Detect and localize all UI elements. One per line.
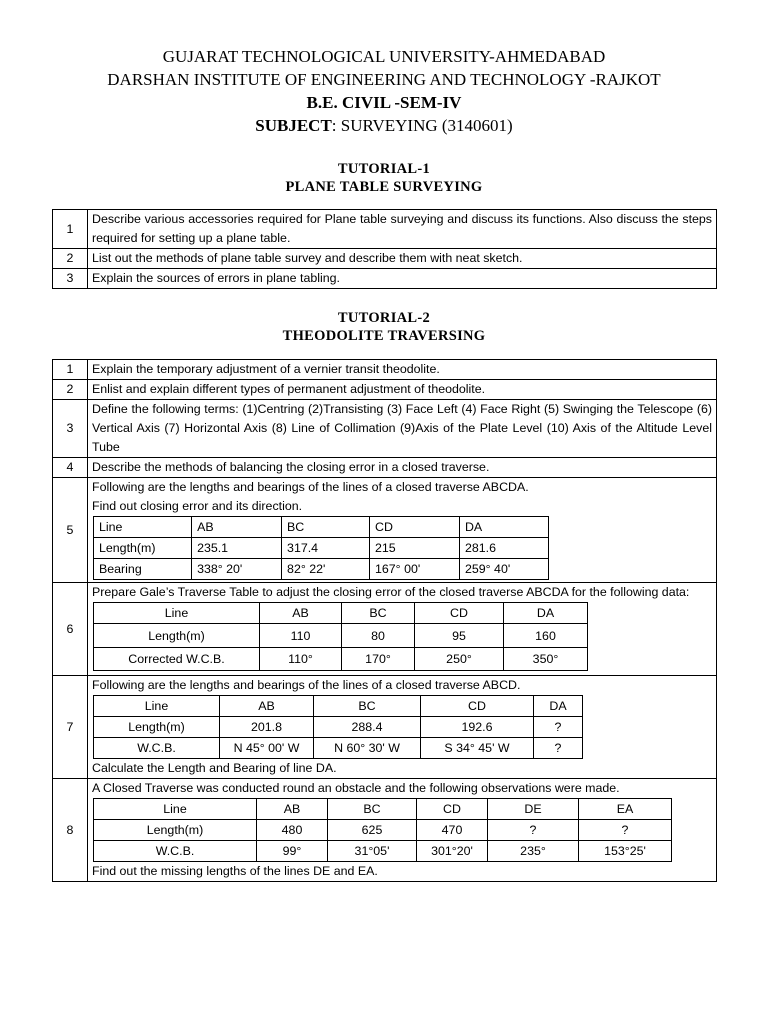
data-row <box>94 717 583 738</box>
table-row <box>53 779 717 882</box>
question-body <box>88 676 717 779</box>
data-cell: 235° <box>488 841 579 862</box>
question-number: 3 <box>53 400 88 458</box>
tutorial1-title: TUTORIAL-1 <box>337 161 431 177</box>
traverse-data-table <box>93 798 672 862</box>
data-row <box>94 648 588 671</box>
data-cell: 110 <box>260 624 342 648</box>
tutorial2-question-table <box>52 359 717 882</box>
data-row <box>94 538 549 559</box>
data-cell: N 60° 30' W <box>314 738 421 759</box>
data-cell: 317.4 <box>282 538 370 559</box>
data-cell: DA <box>534 696 583 717</box>
data-cell: 259° 40' <box>459 559 548 580</box>
data-row <box>94 799 672 820</box>
data-cell: 288.4 <box>314 717 421 738</box>
data-cell: 480 <box>257 820 328 841</box>
question-text: Calculate the Length and Bearing of line DA. <box>92 761 337 775</box>
data-cell: CD <box>421 696 534 717</box>
question-number: 1 <box>53 360 88 380</box>
data-row <box>94 820 672 841</box>
data-cell: Length(m) <box>94 624 260 648</box>
data-cell: BC <box>282 517 370 538</box>
data-cell: 470 <box>417 820 488 841</box>
data-cell: Line <box>94 603 260 624</box>
data-row <box>94 559 549 580</box>
data-cell: AB <box>192 517 282 538</box>
data-row <box>94 603 588 624</box>
data-cell: CD <box>417 799 488 820</box>
data-row <box>94 517 549 538</box>
question-text: Following are the lengths and bearings of the lines of a closed traverse ABCDA. <box>92 480 529 494</box>
table-row <box>53 210 717 249</box>
data-cell: Length(m) <box>94 717 220 738</box>
data-cell: Length(m) <box>94 538 192 559</box>
question-number: 5 <box>53 478 88 583</box>
question-text: Find out closing error and its direction. <box>92 499 303 513</box>
table-row <box>53 360 717 380</box>
data-cell: ? <box>579 820 672 841</box>
data-cell: 167° 00' <box>370 559 460 580</box>
subject-line <box>0 115 768 137</box>
data-cell: BC <box>328 799 417 820</box>
subject-label: SUBJECT <box>255 116 332 135</box>
data-cell: 201.8 <box>220 717 314 738</box>
data-cell: BC <box>342 603 415 624</box>
data-cell: 625 <box>328 820 417 841</box>
data-cell: 250° <box>415 648 504 671</box>
data-cell: 301°20' <box>417 841 488 862</box>
data-cell: DE <box>488 799 579 820</box>
data-cell: AB <box>220 696 314 717</box>
university-name: GUJARAT TECHNOLOGICAL UNIVERSITY-AHMEDABAD <box>162 47 606 66</box>
data-cell: Line <box>94 799 257 820</box>
data-cell: 338° 20' <box>192 559 282 580</box>
data-cell: 350° <box>504 648 588 671</box>
data-cell: ? <box>534 717 583 738</box>
table-row <box>53 583 717 676</box>
data-row <box>94 696 583 717</box>
tutorial2-title: TUTORIAL-2 <box>337 310 431 326</box>
data-cell: 99° <box>257 841 328 862</box>
data-cell: DA <box>504 603 588 624</box>
data-cell: Corrected W.C.B. <box>94 648 260 671</box>
question-text: Explain the temporary adjustment of a vernier transit theodolite. <box>88 360 717 380</box>
institute-name: DARSHAN INSTITUTE OF ENGINEERING AND TECHNOLOGY -RAJKOT <box>107 70 661 89</box>
table-row <box>53 676 717 779</box>
subject-value: : SURVEYING (3140601) <box>331 116 513 135</box>
question-text: Find out the missing lengths of the lines DE and EA. <box>92 864 378 878</box>
table-row <box>53 380 717 400</box>
data-cell: 235.1 <box>192 538 282 559</box>
data-cell: 160 <box>504 624 588 648</box>
data-cell: 153°25' <box>579 841 672 862</box>
question-text: Describe the methods of balancing the closing error in a closed traverse. <box>88 458 717 478</box>
data-row <box>94 738 583 759</box>
question-number: 2 <box>53 249 88 269</box>
data-cell: AB <box>260 603 342 624</box>
tutorial2-subtitle: THEODOLITE TRAVERSING <box>282 328 486 344</box>
data-cell: AB <box>257 799 328 820</box>
data-cell: ? <box>534 738 583 759</box>
question-number: 8 <box>53 779 88 882</box>
question-text: List out the methods of plane table survey and describe them with neat sketch. <box>88 249 717 269</box>
data-cell: N 45° 00' W <box>220 738 314 759</box>
table-row <box>53 458 717 478</box>
data-cell: 82° 22' <box>282 559 370 580</box>
data-cell: 192.6 <box>421 717 534 738</box>
tutorial1-subtitle: PLANE TABLE SURVEYING <box>285 179 483 195</box>
question-text: Describe various accessories required for Plane table surveying and discuss its functions. Also discuss the steps required for setting up a plane table. <box>88 210 717 249</box>
data-cell: Bearing <box>94 559 192 580</box>
table-row <box>53 269 717 289</box>
data-cell: 215 <box>370 538 460 559</box>
question-number: 2 <box>53 380 88 400</box>
question-number: 4 <box>53 458 88 478</box>
data-row <box>94 841 672 862</box>
traverse-data-table <box>93 695 583 759</box>
question-text: Enlist and explain different types of permanent adjustment of theodolite. <box>88 380 717 400</box>
question-text: Explain the sources of errors in plane tabling. <box>88 269 717 289</box>
data-cell: Line <box>94 517 192 538</box>
data-cell: ? <box>488 820 579 841</box>
table-row <box>53 249 717 269</box>
traverse-data-table <box>93 602 588 671</box>
table-row <box>53 400 717 458</box>
course-title: B.E. CIVIL -SEM-IV <box>306 93 462 112</box>
data-cell: W.C.B. <box>94 738 220 759</box>
question-number: 6 <box>53 583 88 676</box>
question-number: 1 <box>53 210 88 249</box>
question-text: A Closed Traverse was conducted round an obstacle and the following observations were made. <box>92 781 620 795</box>
question-text: Define the following terms: (1)Centring (2)Transisting (3) Face Left (4) Face Right (5) Swinging the Telescope (6) Vertical Axis (7) Horizontal Axis (8) Line of Collimation (9)Axis of the Plate Level (10) Axis of the Altitude Level Tube <box>88 400 717 458</box>
question-text: Following are the lengths and bearings of the lines of a closed traverse ABCD. <box>92 678 521 692</box>
data-cell: 31°05' <box>328 841 417 862</box>
data-cell: CD <box>370 517 460 538</box>
data-cell: 95 <box>415 624 504 648</box>
data-cell: 110° <box>260 648 342 671</box>
question-number: 7 <box>53 676 88 779</box>
data-row <box>94 624 588 648</box>
data-cell: 281.6 <box>459 538 548 559</box>
data-cell: 80 <box>342 624 415 648</box>
question-body <box>88 478 717 583</box>
data-cell: BC <box>314 696 421 717</box>
data-cell: DA <box>459 517 548 538</box>
data-cell: Line <box>94 696 220 717</box>
data-cell: EA <box>579 799 672 820</box>
data-cell: CD <box>415 603 504 624</box>
question-text: Prepare Gale’s Traverse Table to adjust the closing error of the closed traverse ABCDA for the following data: <box>92 585 690 599</box>
data-cell: Length(m) <box>94 820 257 841</box>
tutorial1-question-table <box>52 209 717 289</box>
data-cell: 170° <box>342 648 415 671</box>
question-body <box>88 779 717 882</box>
traverse-data-table <box>93 516 549 580</box>
data-cell: W.C.B. <box>94 841 257 862</box>
question-body <box>88 583 717 676</box>
question-number: 3 <box>53 269 88 289</box>
table-row <box>53 478 717 583</box>
data-cell: S 34° 45' W <box>421 738 534 759</box>
